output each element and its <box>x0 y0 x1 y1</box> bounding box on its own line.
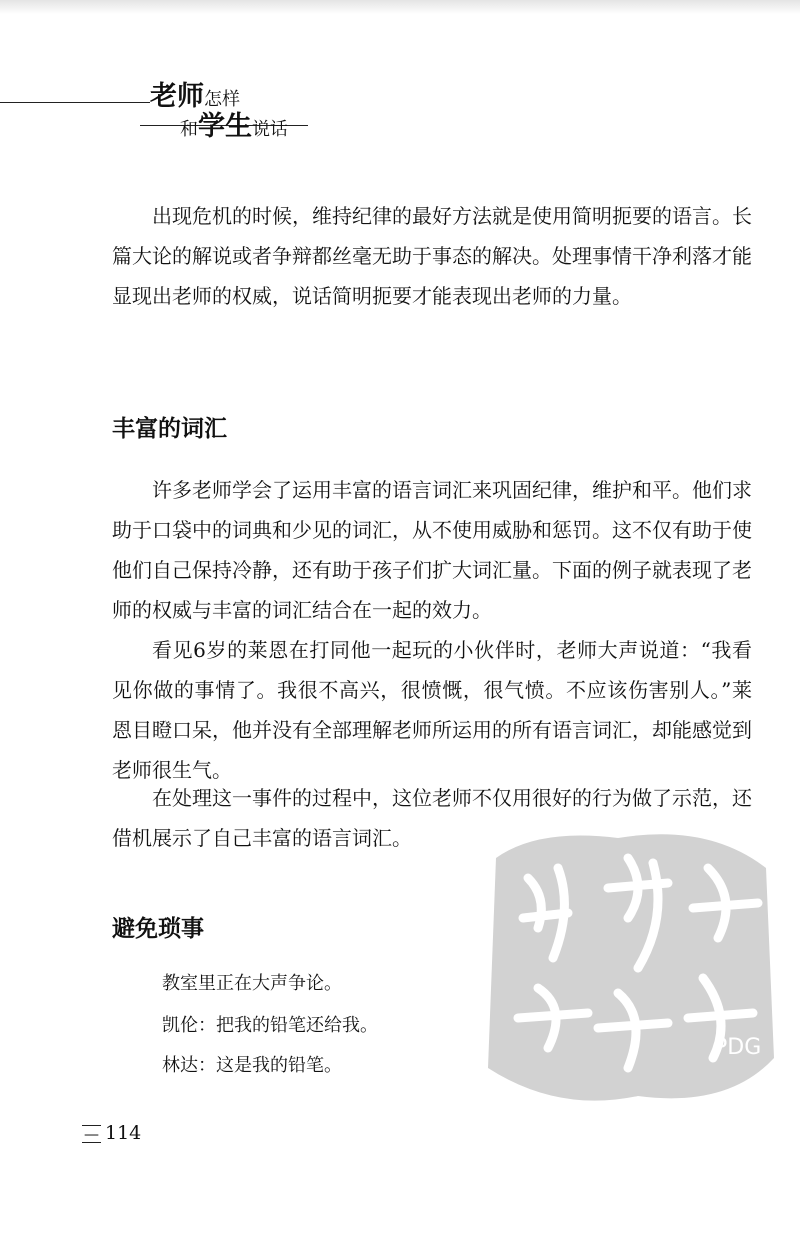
intro-paragraph: 出现危机的时候，维持纪律的最好方法就是使用简明扼要的语言。长篇大论的解说或者争辩都丝毫无助于事态的解决。处理事情干净利落才能显现出老师的权威，说话简明扼要才能表现出老师的力量。 <box>112 204 752 308</box>
paragraph-vocabulary-2: 看见6岁的莱恩在打同他一起玩的小伙伴时，老师大声说道：“我看见你做的事情了。我很不高兴，很愤慨，很气愤。不应该伤害别人。”莱恩目瞪口呆，他并没有全部理解老师所运用的所有语言词汇，却能感觉到老师很生气。 <box>112 638 752 782</box>
paragraph-vocabulary-3: 在处理这一事件的过程中，这位老师不仅用很好的行为做了示范，还借机展示了自己丰富的语言词汇。 <box>112 786 752 850</box>
scan-top-edge <box>0 0 800 14</box>
page-number-value: 114 <box>105 1122 142 1144</box>
section-heading-avoid-trivia: 避免琐事 <box>112 916 204 942</box>
header-bold-student: 学生 <box>198 111 252 142</box>
dialogue-line-linda: 林达：这是我的铅笔。 <box>162 1055 342 1076</box>
header-small-and: 和 <box>180 119 198 140</box>
header-line-2 <box>180 104 288 143</box>
header-small-how: 怎样 <box>204 89 240 110</box>
header-rule-upper <box>0 102 150 103</box>
page-number <box>82 1122 141 1144</box>
page-number-ornament-icon: — <box>84 1125 99 1143</box>
dialogue-line-karen: 凯伦：把我的铅笔还给我。 <box>162 1015 378 1036</box>
section-heading-rich-vocabulary: 丰富的词汇 <box>112 416 227 442</box>
header-bold-teacher: 老师 <box>150 81 204 112</box>
library-seal-watermark <box>478 818 778 1118</box>
seal-pdg-text: PDG <box>714 1035 762 1060</box>
running-header <box>0 70 330 150</box>
dialogue-line-classroom: 教室里正在大声争论。 <box>162 973 342 994</box>
paragraph-vocabulary-1: 许多老师学会了运用丰富的语言词汇来巩固纪律，维护和平。他们求助于口袋中的词典和少见的词汇，从不使用威胁和惩罚。这不仅有助于使他们自己保持冷静，还有助于孩子们扩大词汇量。下面的例子就表现了老师的权威与丰富的词汇结合在一起的效力。 <box>112 478 752 622</box>
header-small-talk: 说话 <box>252 119 288 140</box>
